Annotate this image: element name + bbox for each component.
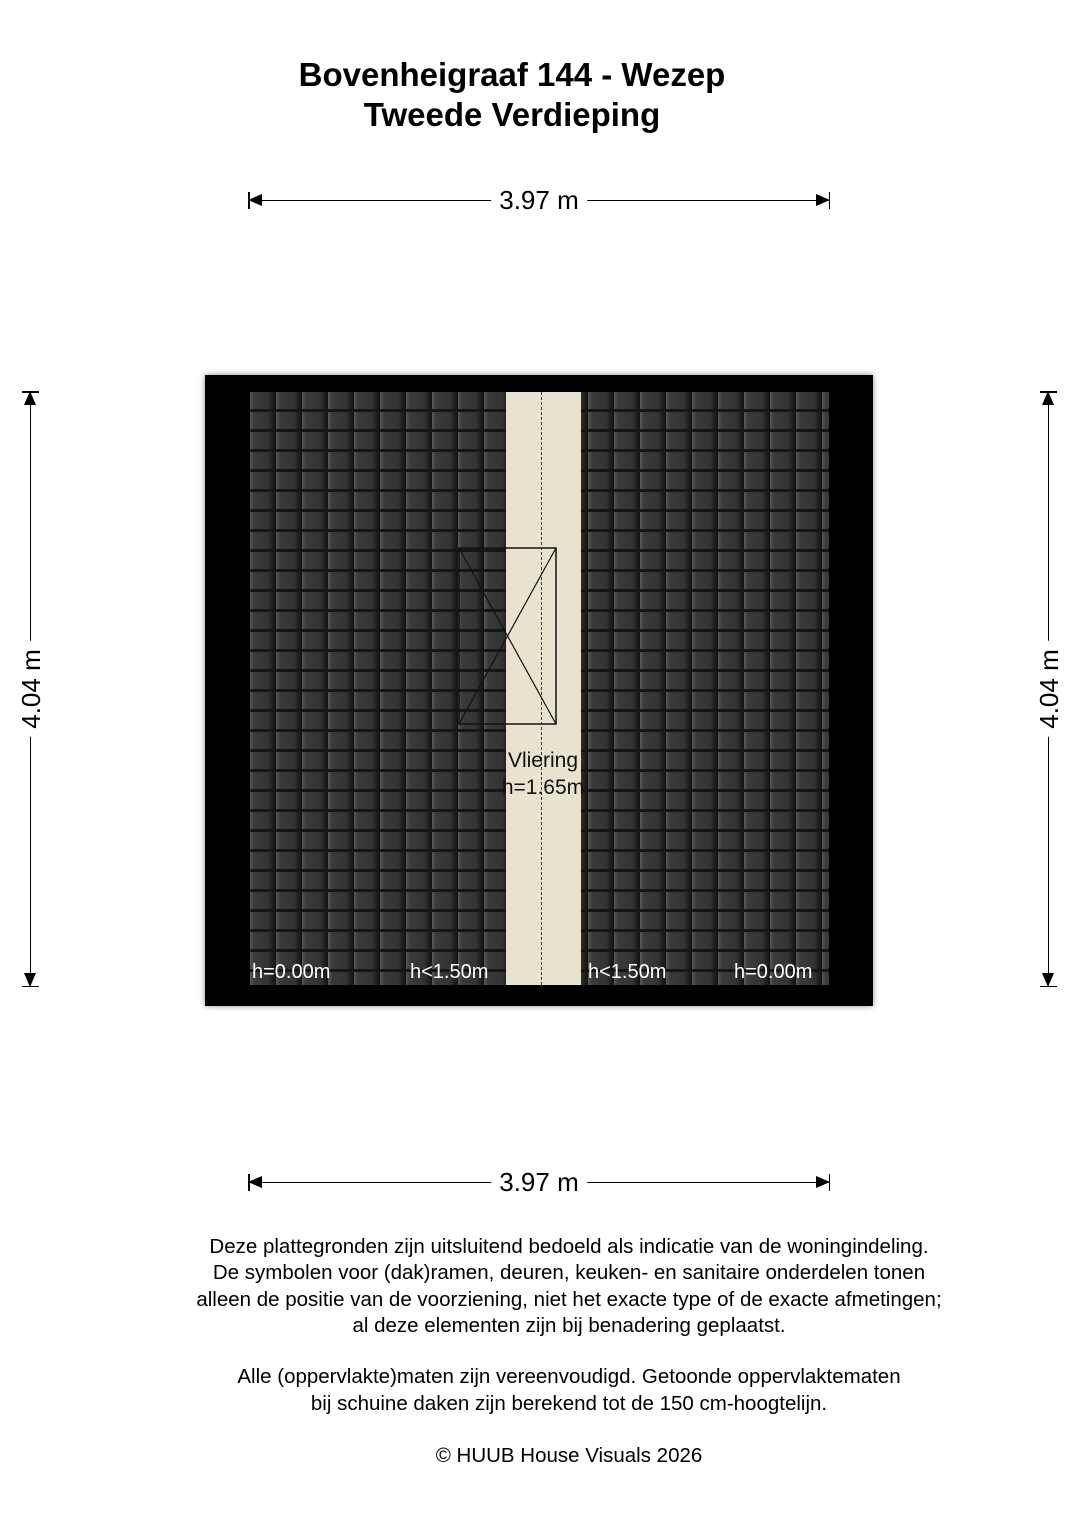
disclaimer-line: al deze elementen zijn bij benadering geplaatst. [352, 1314, 786, 1337]
dimension-right-label: 4.04 m [1033, 641, 1065, 737]
arrow-down-icon [1042, 973, 1054, 987]
dimension-top [248, 180, 830, 220]
floor-name: Tweede Verdieping [363, 96, 661, 133]
dimension-left [11, 391, 51, 987]
height-label: h=0.00m [252, 961, 331, 983]
arrow-up-icon [24, 391, 36, 405]
arrow-up-icon [1042, 391, 1054, 405]
copyright: © HUUB House Visuals 2026 [435, 1444, 703, 1467]
disclaimer-line: Deze plattegronden zijn uitsluitend bedoeld als indicatie van de woningindeling. [209, 1235, 929, 1258]
arrow-right-icon [816, 194, 830, 206]
dimension-bottom [248, 1162, 830, 1202]
room-name: Vliering [507, 749, 579, 772]
plan-title: Bovenheigraaf 144 - Wezep [298, 56, 726, 93]
disclaimer-line: De symbolen voor (dak)ramen, deuren, keuken- en sanitaire onderdelen tonen [212, 1261, 926, 1284]
arrow-left-icon [248, 1176, 262, 1188]
floor-plan [205, 375, 873, 1006]
arrow-left-icon [248, 194, 262, 206]
arrow-down-icon [24, 973, 36, 987]
height-label: h<1.50m [410, 961, 489, 983]
height-label: h<1.50m [588, 961, 667, 983]
arrow-right-icon [816, 1176, 830, 1188]
disclaimer-line: alleen de positie van de voorziening, niet het exacte type of de exacte afmetingen; [196, 1288, 942, 1311]
disclaimer-line: bij schuine daken zijn berekend tot de 150 cm-hoogtelijn. [310, 1392, 828, 1415]
roof-hatch-icon [205, 375, 873, 1006]
dimension-left-label: 4.04 m [15, 641, 47, 737]
dimension-bottom-label: 3.97 m [491, 1162, 587, 1202]
dimension-right [1029, 391, 1069, 987]
height-label: h=0.00m [734, 961, 813, 983]
room-height: h=1.65m [501, 776, 585, 799]
dimension-top-label: 3.97 m [491, 180, 587, 220]
disclaimer-line: Alle (oppervlakte)maten zijn vereenvoudigd. Getoonde oppervlaktematen [237, 1365, 901, 1388]
